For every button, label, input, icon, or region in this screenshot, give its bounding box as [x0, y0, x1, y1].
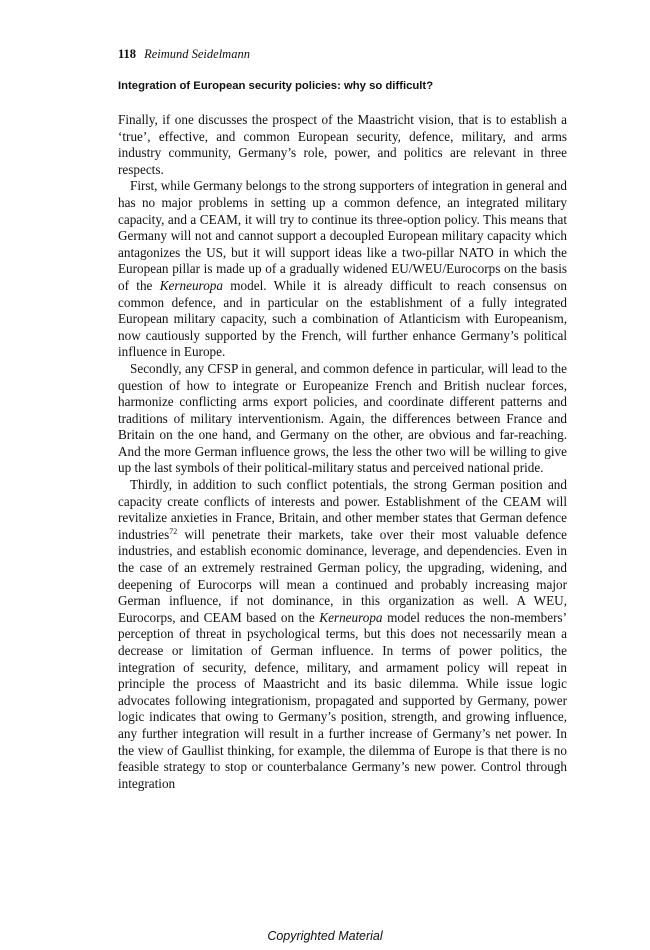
- footnote-reference: 72: [169, 526, 178, 536]
- paragraph-text: Thirdly, in addition to such conflict potentials, the strong German position and capacity create conflicts of interests and power. Establishment of the CEAM will revitalize anxieties in France, Britain, and other member states that German defence industries: [118, 477, 567, 542]
- paragraph: [118, 112, 567, 178]
- italic-term: Kerneuropa: [159, 277, 223, 293]
- page-number: 118: [118, 47, 137, 61]
- paragraph-text: Secondly, any CFSP in general, and common defence in particular, will lead to the question of how to integrate or Europeanize French and British nuclear forces, harmonize conflicting arms export policies, and coordinate different patterns and traditions of military interventionism. Again, the differences between France and Britain on the one hand, and Germany on the other, are obvious and far-reaching. And the more German influence grows, the less the other two will be willing to give up the last symbols of their political-military status and perceived national pride.: [118, 360, 567, 476]
- paragraph-text: First, while Germany belongs to the strong supporters of integration in general and has no major problems in setting up a common defence, an integrated military capacity, and a CEAM, it will try to continue its three-option policy. This means that Germany will not and cannot support a decoupled European military capacity which antagonizes the US, but it will support ideas like a two-pillar NATO in which the European pillar is made up of a gradually widened EU/WEU/Eurocorps on the basis of the: [118, 178, 567, 293]
- paragraph-text: model. While it is already difficult to reach consensus on common defence, and in particular on the establishment of a fully integrated European military capacity, such a combination of Atlanticism with Europeanism, now cautiously supported by the French, will further enhance Germany’s political influence in Europe.: [118, 277, 567, 360]
- paragraph: [118, 178, 567, 361]
- paragraph-text: will penetrate their markets, take over their most valuable defence industries, and establish economic dominance, leverage, and dependencies. Even in the case of an extremely restrained German policy, the upgrading, widening, and deepening of Eurocorps will mean a continued and probably increasing major German influence, if not dominance, in this organization as well. A WEU, Eurocorps, and CEAM based on the: [118, 526, 567, 625]
- paragraph-text: model reduces the non-members’ perception of threat in psychological terms, but this does not necessarily mean a decrease or limitation of German influence. In terms of power politics, the integration of security, defence, military, and armament policy will repeat in principle the process of Maastricht and its basic dilemma. While issue logic advocates following integrationism, propagated and supported by Germany, power logic indicates that owing to Germany’s position, strength, and growing influence, any further integration will result in a further increase of Germany’s net power. In the view of Gaullist thinking, for example, the dilemma of Europe is that there is no feasible strategy to stop or counterbalance Germany’s new power. Control through integration: [118, 609, 567, 791]
- paragraph-text: Finally, if one discusses the prospect of the Maastricht vision, that is to establish a ‘true’, effective, and common European security, defence, military, and arms industry community, Germany’s role, power, and politics are relevant in three respects.: [118, 112, 567, 177]
- copyright-notice: Copyrighted Material: [267, 929, 383, 943]
- body-text: [118, 112, 567, 792]
- italic-term: Kerneuropa: [319, 609, 383, 625]
- paragraph: [118, 361, 567, 477]
- running-head: [118, 47, 250, 62]
- section-heading: Integration of European security policies: why so difficult?: [118, 80, 434, 92]
- running-head-author: Reimund Seidelmann: [144, 47, 250, 61]
- paragraph: [118, 477, 567, 792]
